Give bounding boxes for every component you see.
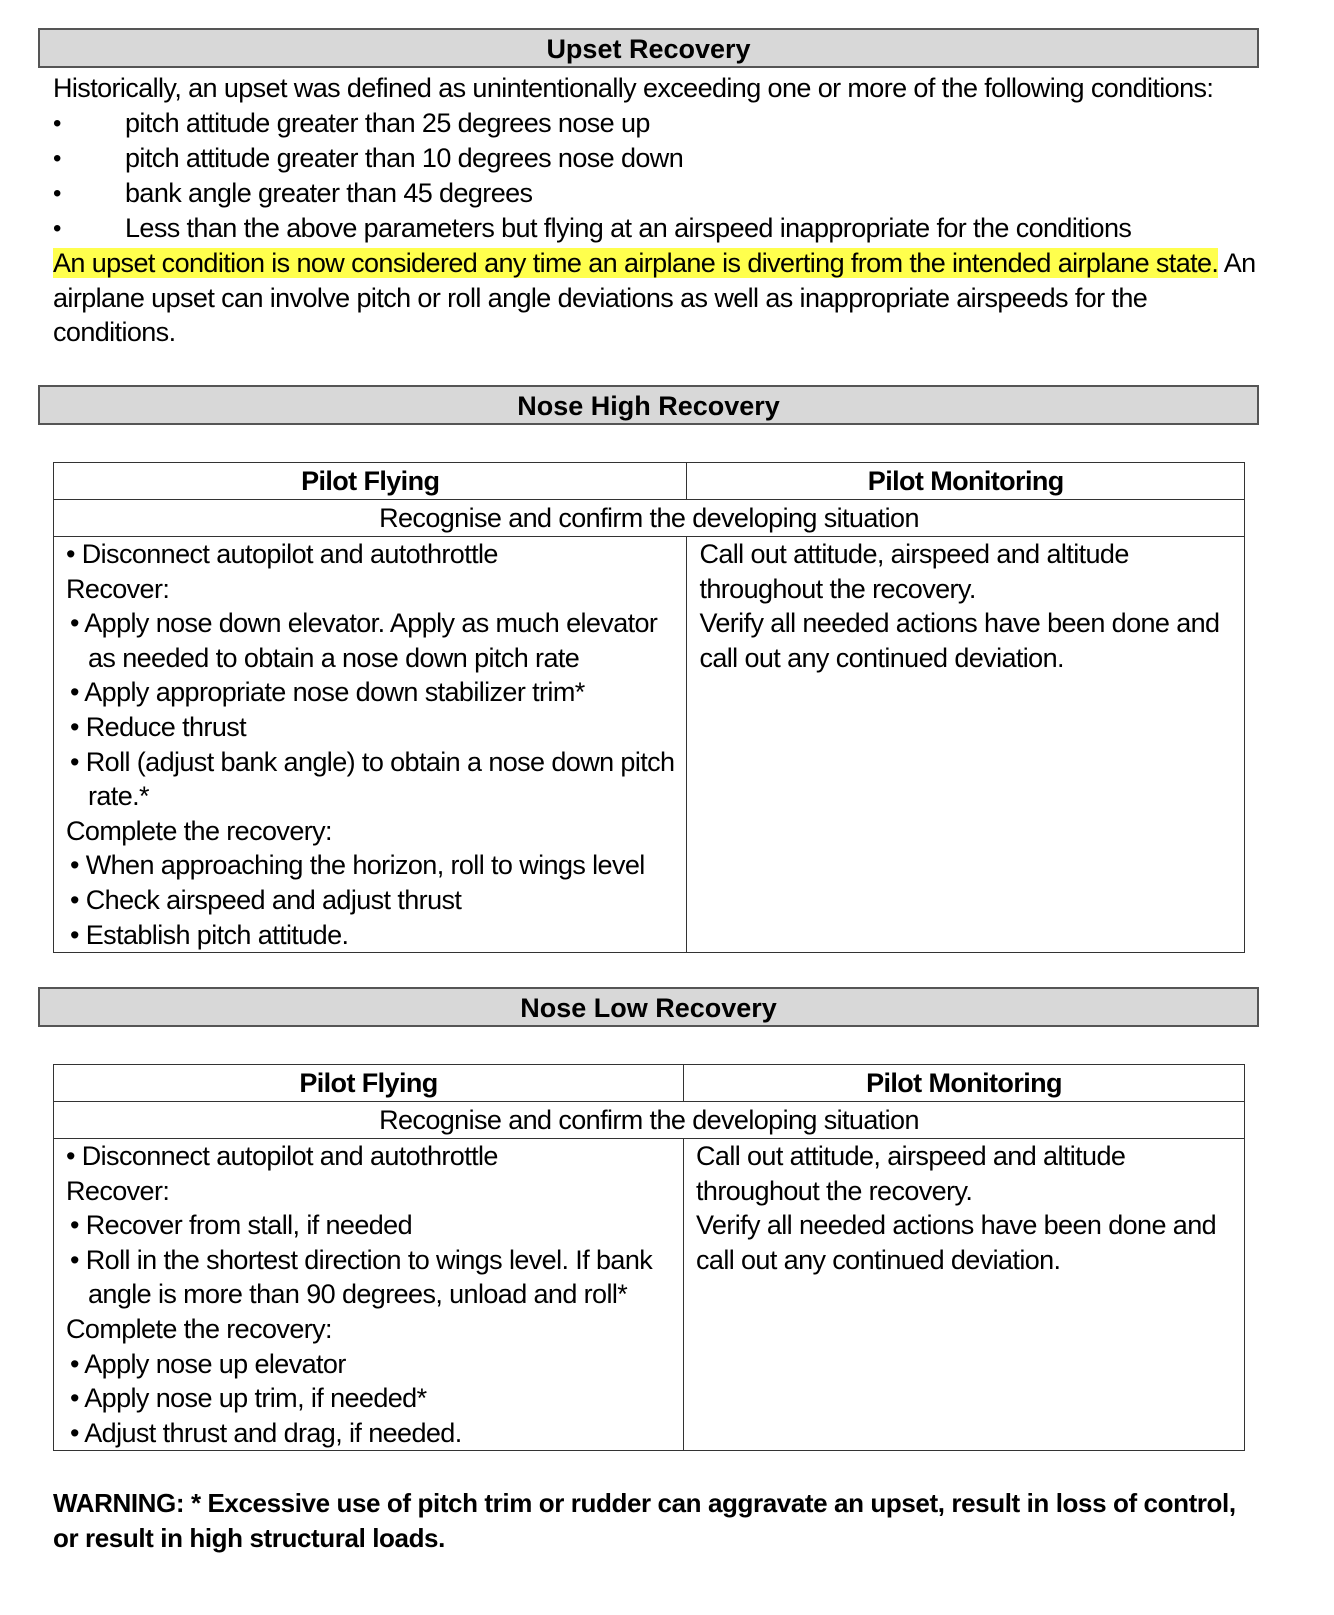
monitoring-line: throughout the recovery. (696, 1175, 973, 1206)
action-line: angle is more than 90 degrees, unload and roll* (88, 1279, 628, 1310)
action-line: Recover: (66, 573, 170, 604)
action-line: • Recover from stall, if needed (70, 1210, 413, 1241)
nose-low-table (53, 1064, 1245, 1451)
nose-low-header: Nose Low Recovery (38, 987, 1259, 1027)
upset-definition-line2: airplane upset can involve pitch or roll angle deviations as well as inappropriate airspeeds for the (53, 283, 1148, 313)
condition-item: Less than the above parameters but flying at an airspeed inappropriate for the conditions (125, 213, 1132, 243)
action-line: • Roll in the shortest direction to wings level. If bank (70, 1244, 653, 1275)
pilot-flying-actions (54, 1139, 684, 1451)
monitoring-line: call out any continued deviation. (696, 1244, 1061, 1275)
condition-item: bank angle greater than 45 degrees (125, 178, 533, 208)
action-line: • When approaching the horizon, roll to wings level (70, 850, 645, 881)
monitoring-line: throughout the recovery. (699, 573, 976, 604)
pilot-monitoring-actions (687, 537, 1245, 953)
upset-condition-list (0, 106, 1334, 246)
situation-row: Recognise and confirm the developing situation (54, 500, 1245, 537)
monitoring-line: Call out attitude, airspeed and altitude (699, 539, 1129, 569)
action-line: • Apply nose down elevator. Apply as much elevator (70, 608, 658, 639)
upset-intro: Historically, an upset was defined as unintentionally exceeding one or more of the following conditions: (53, 73, 1214, 103)
monitoring-line: Verify all needed actions have been done and (696, 1210, 1217, 1241)
bullet: • (53, 145, 61, 172)
pilot-monitoring-actions (684, 1139, 1245, 1451)
action-line: as needed to obtain a nose down pitch rate (88, 642, 580, 673)
bullet: • (53, 110, 61, 137)
action-line: • Apply nose up trim, if needed* (70, 1383, 427, 1414)
situation-row: Recognise and confirm the developing situation (54, 1102, 1245, 1139)
col-pilot-monitoring: Pilot Monitoring (687, 463, 1245, 500)
condition-item: pitch attitude greater than 25 degrees nose up (125, 108, 650, 138)
action-line: • Apply nose up elevator (70, 1348, 346, 1379)
upset-recovery-header: Upset Recovery (38, 28, 1259, 68)
nose-high-header: Nose High Recovery (38, 385, 1259, 425)
monitoring-line: Verify all needed actions have been done and (699, 608, 1220, 639)
bullet: • (53, 215, 61, 242)
action-line: • Disconnect autopilot and autothrottle (66, 1141, 498, 1171)
action-line: • Adjust thrust and drag, if needed. (70, 1417, 462, 1448)
col-pilot-monitoring: Pilot Monitoring (684, 1065, 1245, 1102)
upset-definition-line1 (53, 246, 1256, 281)
action-line: • Establish pitch attitude. (70, 919, 349, 950)
warning-line1: WARNING: * Excessive use of pitch trim or rudder can aggravate an upset, result in loss of control, (53, 1488, 1236, 1518)
action-line: • Check airspeed and adjust thrust (70, 884, 462, 915)
upset-definition-line3: conditions. (53, 317, 176, 347)
action-line: • Disconnect autopilot and autothrottle (66, 539, 498, 569)
warning-line2: or result in high structural loads. (53, 1523, 445, 1553)
bullet: • (53, 180, 61, 207)
col-pilot-flying: Pilot Flying (54, 1065, 684, 1102)
action-line: Recover: (66, 1175, 170, 1206)
action-line: • Roll (adjust bank angle) to obtain a nose down pitch (70, 746, 675, 777)
col-pilot-flying: Pilot Flying (54, 463, 687, 500)
condition-item: pitch attitude greater than 10 degrees nose down (125, 143, 684, 173)
highlighted-definition: An upset condition is now considered any time an airplane is diverting from the intended airplane state. (53, 248, 1219, 278)
action-line: Complete the recovery: (66, 815, 332, 846)
action-line: • Apply appropriate nose down stabilizer trim* (70, 677, 585, 708)
monitoring-line: call out any continued deviation. (699, 642, 1064, 673)
pilot-flying-actions (54, 537, 687, 953)
action-line: rate.* (88, 781, 149, 812)
definition-continuation: An (1218, 248, 1256, 278)
monitoring-line: Call out attitude, airspeed and altitude (696, 1141, 1126, 1171)
action-line: • Reduce thrust (70, 711, 247, 742)
action-line: Complete the recovery: (66, 1313, 332, 1344)
nose-high-table (53, 462, 1245, 953)
